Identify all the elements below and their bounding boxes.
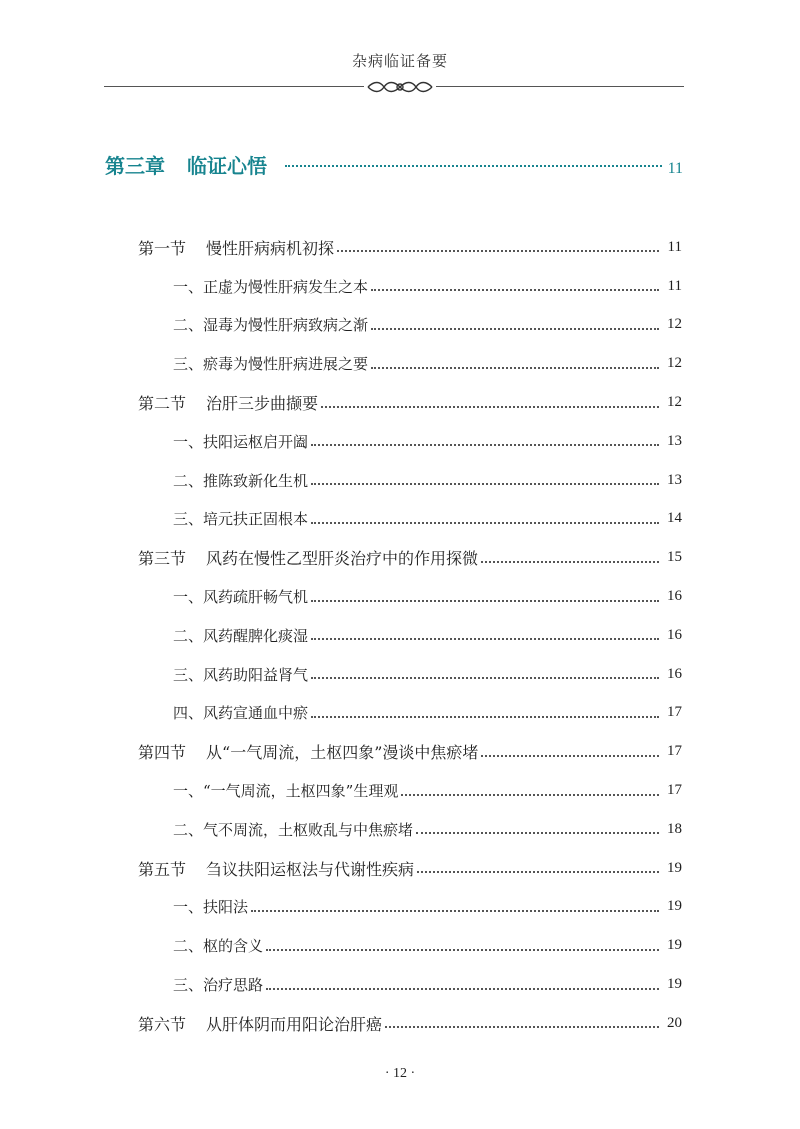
toc-subsection-entry[interactable] <box>173 810 682 849</box>
entry-page: 17 <box>667 743 682 760</box>
entry-title: 风药在慢性乙型肝炎治疗中的作用探微 <box>206 549 479 569</box>
entry-title: 一、扶阳运枢启开阖 <box>173 432 309 451</box>
dot-leader <box>311 677 659 679</box>
dot-leader <box>371 328 659 330</box>
toc-section-entry[interactable] <box>138 538 682 577</box>
entry-page: 19 <box>667 859 682 876</box>
dot-leader <box>311 638 659 640</box>
chapter-number: 第三章 <box>105 154 165 178</box>
page-number: · 12 · <box>384 1066 416 1081</box>
entry-page: 17 <box>667 704 682 721</box>
dot-leader <box>417 871 659 873</box>
chapter-title: 临证心悟 <box>187 154 267 178</box>
entry-title: 二、风药醒脾化痰湿 <box>173 626 309 645</box>
toc-subsection-entry[interactable] <box>173 306 682 345</box>
entry-page: 19 <box>667 937 682 954</box>
entry-title: 四、风药宣通血中瘀 <box>173 704 309 723</box>
section-number: 第一节 <box>138 238 187 258</box>
entry-page: 12 <box>667 355 682 372</box>
entry-title: 一、扶阳法 <box>173 898 249 917</box>
entry-title: 二、气不周流，土枢败乱与中焦瘀堵 <box>173 820 414 839</box>
entry-page: 13 <box>667 432 682 449</box>
entry-title: 二、湿毒为慢性肝病致病之渐 <box>173 316 369 335</box>
dot-leader <box>321 406 659 408</box>
entry-title: 三、瘀毒为慢性肝病进展之要 <box>173 355 369 374</box>
entry-page: 18 <box>667 820 682 837</box>
toc-list <box>0 228 800 1043</box>
entry-page: 15 <box>667 549 682 566</box>
entry-title: 从肝体阴而用阳论治肝癌 <box>206 1014 383 1034</box>
entry-page: 19 <box>667 898 682 915</box>
entry-title: 一、“一气周流，土枢四象”生理观 <box>173 782 399 801</box>
entry-page: 16 <box>667 665 682 682</box>
toc-subsection-entry[interactable] <box>173 422 682 461</box>
entry-page: 13 <box>667 471 682 488</box>
dot-leader <box>385 1026 659 1028</box>
section-number: 第三节 <box>138 549 187 569</box>
toc-subsection-entry[interactable] <box>173 926 682 965</box>
dot-leader <box>481 755 659 757</box>
dot-leader <box>266 988 659 990</box>
dot-leader <box>311 522 659 524</box>
toc-section-entry[interactable] <box>138 228 682 267</box>
entry-page: 14 <box>667 510 682 527</box>
entry-page: 11 <box>667 277 682 294</box>
section-number: 第五节 <box>138 859 187 879</box>
section-number: 第六节 <box>138 1014 187 1034</box>
entry-page: 19 <box>667 976 682 993</box>
dot-leader <box>481 561 659 563</box>
entry-title: 治肝三步曲撷要 <box>206 394 319 414</box>
entry-title: 从“一气周流，土枢四象”漫谈中焦瘀堵 <box>206 743 479 763</box>
toc-subsection-entry[interactable] <box>173 965 682 1004</box>
entry-title: 一、正虚为慢性肝病发生之本 <box>173 277 369 296</box>
toc-subsection-entry[interactable] <box>173 616 682 655</box>
entry-page: 16 <box>667 588 682 605</box>
dot-leader <box>311 716 659 718</box>
dot-leader <box>251 910 659 912</box>
entry-page: 16 <box>667 626 682 643</box>
section-number: 第二节 <box>138 394 187 414</box>
toc-section-entry[interactable] <box>138 383 682 422</box>
toc-subsection-entry[interactable] <box>173 500 682 539</box>
entry-title: 三、风药助阳益肾气 <box>173 665 309 684</box>
toc-section-entry[interactable] <box>138 1004 682 1043</box>
dot-leader <box>371 289 659 291</box>
dot-leader <box>285 165 662 167</box>
toc-subsection-entry[interactable] <box>173 694 682 733</box>
running-header-title: 杂病临证备要 <box>351 52 448 70</box>
toc-subsection-entry[interactable] <box>173 461 682 500</box>
section-number: 第四节 <box>138 743 187 763</box>
entry-title: 刍议扶阳运枢法与代谢性疾病 <box>206 859 415 879</box>
toc-subsection-entry[interactable] <box>173 267 682 306</box>
toc-subsection-entry[interactable] <box>173 771 682 810</box>
entry-page: 12 <box>667 316 682 333</box>
chapter-page: 11 <box>667 160 683 177</box>
chapter-heading[interactable] <box>105 150 683 179</box>
entry-title: 二、枢的含义 <box>173 937 264 956</box>
dot-leader <box>401 794 659 796</box>
dot-leader <box>311 483 659 485</box>
dot-leader <box>416 832 659 834</box>
entry-page: 11 <box>667 238 682 255</box>
dot-leader <box>311 444 659 446</box>
entry-page: 20 <box>667 1014 682 1031</box>
toc-section-entry[interactable] <box>138 732 682 771</box>
dot-leader <box>311 600 659 602</box>
toc-subsection-entry[interactable] <box>173 655 682 694</box>
entry-title: 三、培元扶正固根本 <box>173 510 309 529</box>
entry-title: 一、风药疏肝畅气机 <box>173 588 309 607</box>
entry-title: 二、推陈致新化生机 <box>173 471 309 490</box>
toc-section-entry[interactable] <box>138 849 682 888</box>
entry-page: 12 <box>667 394 682 411</box>
dot-leader <box>266 949 659 951</box>
entry-title: 三、治疗思路 <box>173 976 264 995</box>
toc-subsection-entry[interactable] <box>173 577 682 616</box>
knot-ornament-icon <box>364 78 436 96</box>
toc-subsection-entry[interactable] <box>173 888 682 927</box>
toc-subsection-entry[interactable] <box>173 344 682 383</box>
dot-leader <box>371 367 659 369</box>
entry-page: 17 <box>667 782 682 799</box>
dot-leader <box>337 250 659 252</box>
entry-title: 慢性肝病病机初探 <box>206 238 335 258</box>
